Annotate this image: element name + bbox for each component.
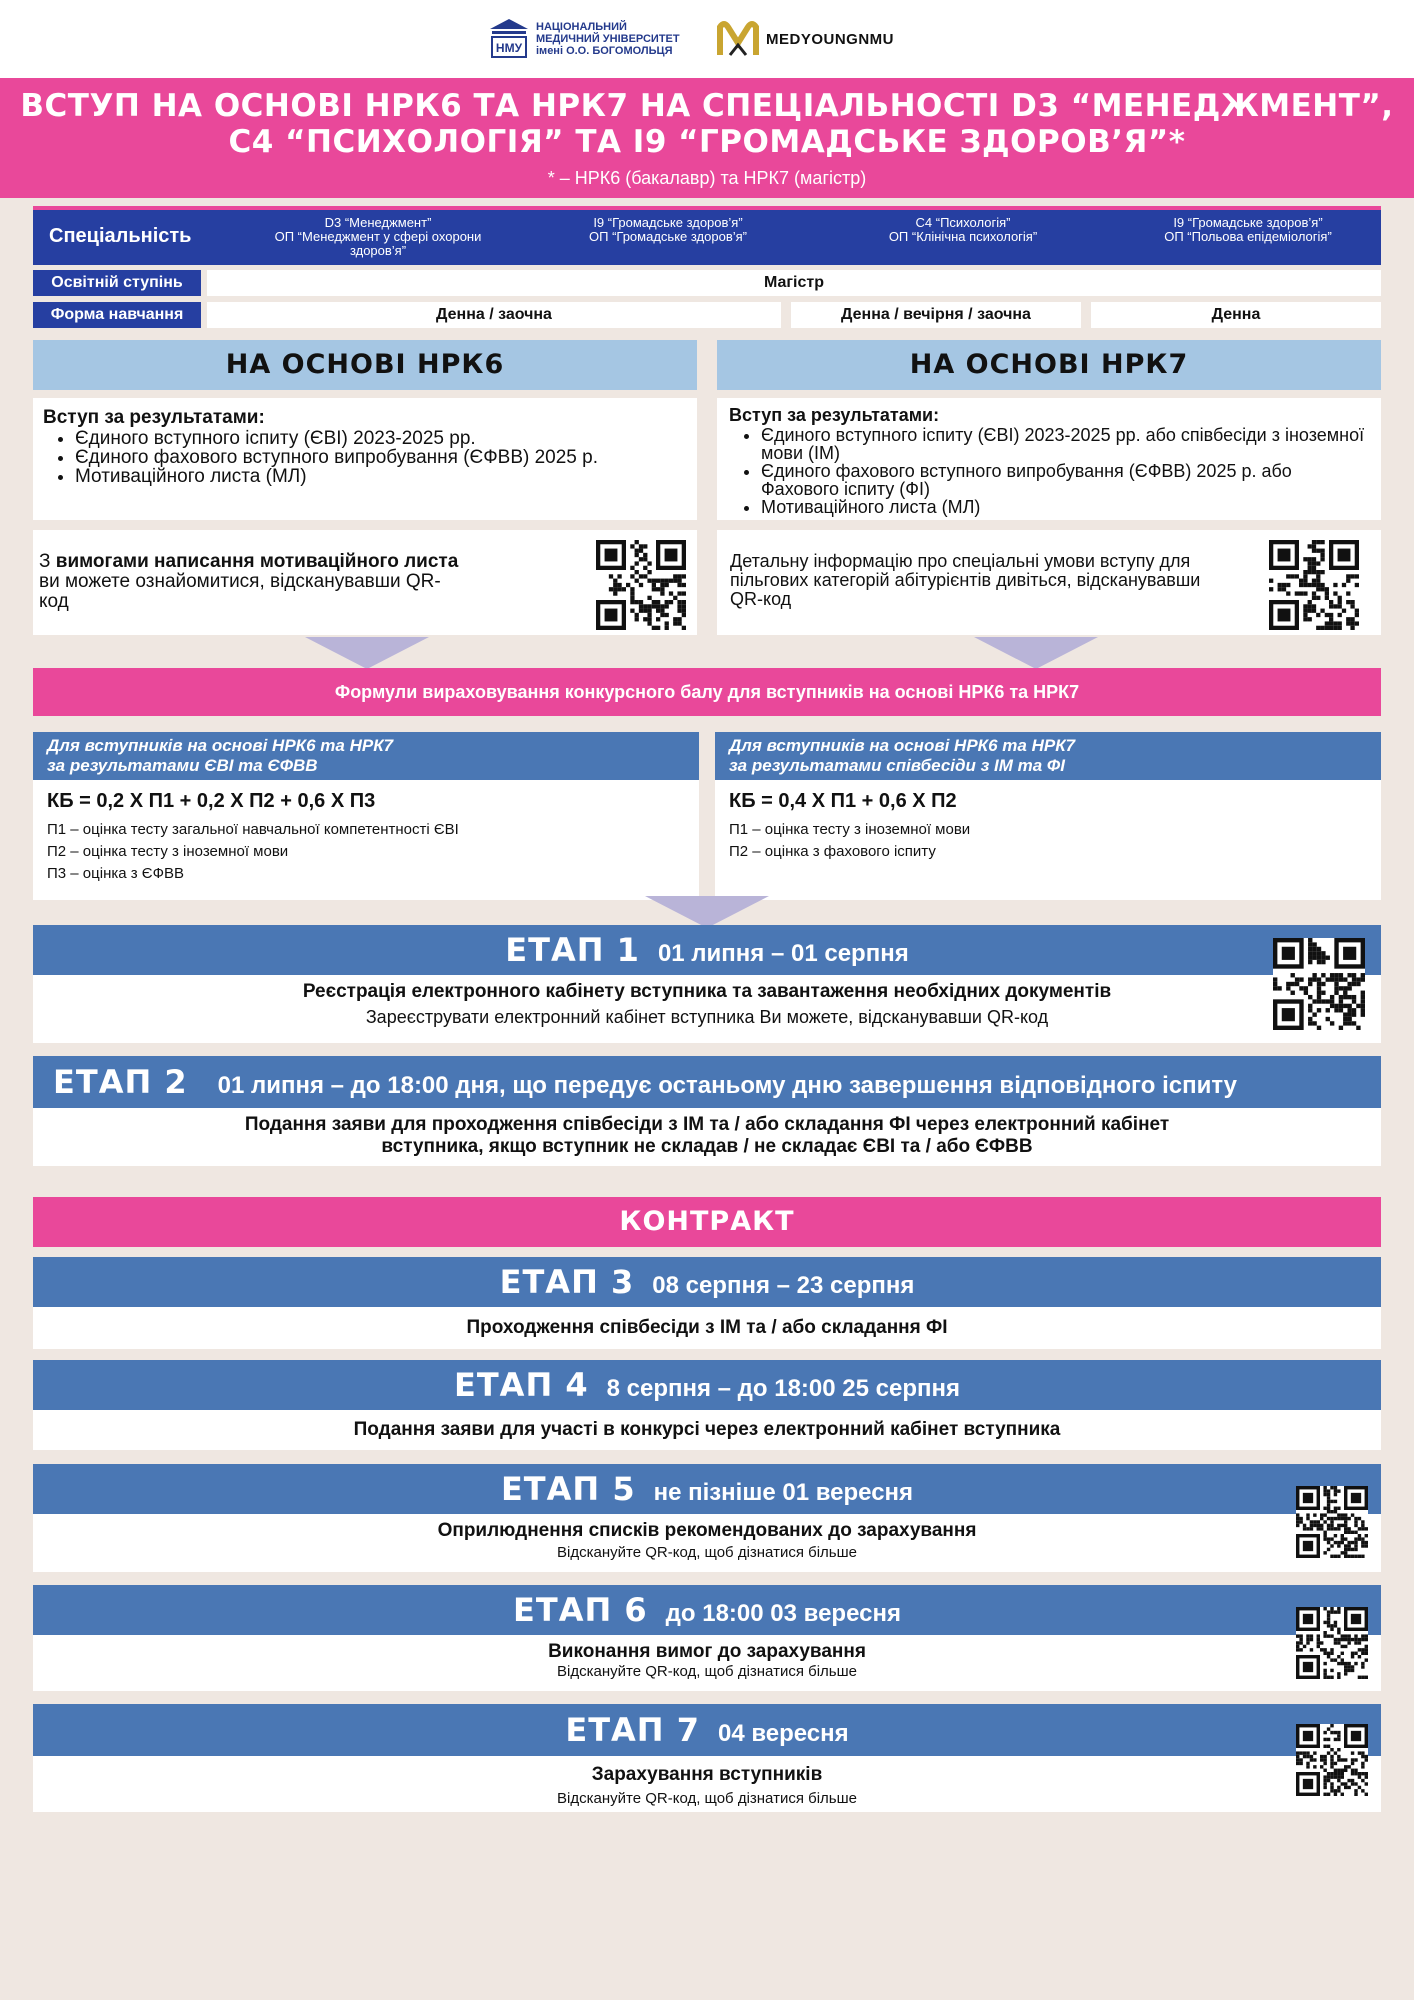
formula-band: Формули вираховування конкурсного балу для вступників на основі НРК6 та НРК7 [33,668,1381,716]
specialty-label: Спеціальність [49,225,192,247]
stage-2-header [33,1056,1381,1108]
stage-6-name: ЕТАП 6 [513,1591,648,1629]
stage-5-header [33,1464,1381,1514]
title-line2: С4 “ПСИХОЛОГІЯ” ТА I9 “ГРОМАДСЬКЕ ЗДОРОВ’Я”* [228,124,1186,160]
stage-6-sub: Відскануйте QR-код, щоб дізнатися більше [557,1663,857,1680]
nrk7-qr-text: Детальну інформацію про спеціальні умови вступу для пільгових категорій абітурієнтів дивіться, відсканувавши QR-код [730,551,1201,609]
nrk7-item: • Мотиваційного листа (МЛ) [761,498,1371,516]
formula-left-line: П3 – оцінка з ЄФВВ [47,865,184,882]
stage-4-body [33,1410,1381,1450]
stage-6-date: до 18:00 03 вересня [665,1600,901,1627]
specialty-3: С4 “Психологія” ОП “Клінічна психологія” [888,215,1038,244]
stage-1-header [33,925,1381,975]
qr-code-icon[interactable] [1273,938,1365,1030]
nrk6-item: • Мотиваційного листа (МЛ) [75,467,687,486]
nrk7-item: • Єдиного фахового вступного випробування (ЄФВВ) 2025 р. або Фахового іспиту (ФІ) [761,462,1371,498]
qr-code-icon[interactable] [1296,1486,1368,1558]
formula-left-line: П2 – оцінка тесту з іноземної мови [47,843,289,860]
nmu-line2: МЕДИЧНИЙ УНІВЕРСИТЕТ [536,33,680,45]
stage-3-body [33,1307,1381,1349]
nrk6-intro: Вступ за результатами: [43,407,265,428]
qr-code-icon[interactable] [1296,1607,1368,1679]
qr-code-icon[interactable] [596,540,686,630]
stage-5-date: не пізніше 01 вересня [653,1479,914,1506]
medyoung-logo [716,16,894,62]
stage-3-date: 08 серпня – 23 серпня [652,1272,915,1299]
stage-3-name: ЕТАП 3 [499,1263,635,1301]
stage-6-header [33,1585,1381,1635]
university-logo-icon [488,17,530,61]
stage-7-name: ЕТАП 7 [565,1711,700,1749]
formula-left-expression: КБ = 0,2 Х П1 + 0,2 Х П2 + 0,6 Х П3 [47,790,376,812]
degree-value: Магістр [207,270,1381,296]
medyoung-logo-icon [716,19,760,59]
nmu-line3: імені О.О. БОГОМОЛЬЦЯ [536,45,673,57]
stage-1-date: 01 липня – 01 серпня [657,940,909,967]
nrk7-item: • Єдиного вступного іспиту (ЄВІ) 2023-2025 рр. або співбесіди з іноземної мови (ІМ) [761,426,1371,462]
title-line1: ВСТУП НА ОСНОВІ НРК6 ТА НРК7 НА СПЕЦІАЛЬНОСТІ D3 “МЕНЕДЖМЕНТ”, [20,88,1394,124]
formula-left [33,732,699,900]
stage-1-name: ЕТАП 1 [505,931,640,969]
arrow-down-icon [645,896,769,928]
qr-code-icon[interactable] [1296,1724,1368,1796]
formula-right-expression: КБ = 0,4 Х П1 + 0,6 Х П2 [729,790,957,812]
formula-left-head: Для вступників на основі НРК6 та НРК7 [47,736,394,755]
nrk6-item: • Єдиного вступного іспиту (ЄВІ) 2023-2025 рр. [75,429,687,448]
stage-7-header [33,1704,1381,1756]
stage-3-header [33,1257,1381,1307]
stage-7-sub: Відскануйте QR-код, щоб дізнатися більше [557,1790,857,1807]
nrk7-requirements [717,398,1381,520]
formula-right-line: П2 – оцінка з фахового іспиту [729,843,936,860]
partner-name: MEDYOUNGNMU [766,30,894,48]
stage-2-body [33,1108,1381,1166]
stage-7-body [33,1756,1381,1812]
formula-left-line: П1 – оцінка тесту загальної навчальної компетентності ЄВІ [47,821,459,838]
stage-6-body [33,1635,1381,1691]
nrk7-heading: НА ОСНОВІ НРК7 [717,340,1381,390]
nrk7-qr-box [717,530,1381,635]
form-label: Форма навчання [33,302,201,328]
contract-band: КОНТРАКТ [33,1197,1381,1247]
nrk6-item: • Єдиного фахового вступного випробування (ЄФВВ) 2025 р. [75,448,687,467]
specialty-2: I9 “Громадське здоров’я” ОП “Громадське здоров’я” [589,215,747,244]
specialty-row [33,210,1381,265]
nrk7-intro: Вступ за результатами: [729,405,940,425]
stage-4-date: 8 серпня – до 18:00 25 серпня [606,1375,961,1402]
stage-1-main: Реєстрація електронного кабінету вступника та завантаження необхідних документів [302,981,1112,1002]
stage-7-main: Зарахування вступників [591,1764,823,1785]
nmu-line1: НАЦІОНАЛЬНИЙ [536,21,627,33]
stage-1-body [33,975,1381,1043]
stage-3-main: Проходження співбесіди з ІМ та / або складання ФІ [466,1317,948,1338]
nrk6-qr-text: З вимогами написання мотиваційного листа ви можете ознайомитися, відсканувавши QR-код [39,551,459,612]
nmu-logo [488,16,680,62]
specialty-4: I9 “Громадське здоров’я” ОП “Польова епідеміологія” [1164,215,1332,244]
formula-right-head: Для вступників на основі НРК6 та НРК7 [729,736,1076,755]
stage-5-sub: Відскануйте QR-код, щоб дізнатися більше [557,1544,857,1561]
specialty-1: D3 “Менеджмент” ОП “Менеджмент у сфері охорони здоров’я” [274,215,482,258]
stage-2-date: 01 липня – до 18:00 дня, що передує останьому дню завершення відповідного іспиту [217,1072,1238,1099]
nrk6-heading: НА ОСНОВІ НРК6 [33,340,697,390]
formula-left-subhead: за результатами ЄВІ та ЄФВВ [47,756,318,775]
stage-4-main: Подання заяви для участі в конкурсі через електронний кабінет вступника [353,1419,1061,1440]
qr-code-icon[interactable] [1269,540,1359,630]
form-value-1: Денна / заочна [207,302,781,328]
stage-2-main: Подання заяви для проходження співбесіди з ІМ та / або складання ФІ через електронний кабінет вступника, якщо вступник не складав / не складає ЄВІ та / або ЄФВВ [244,1114,1170,1157]
stage-5-name: ЕТАП 5 [500,1470,636,1508]
stage-2-name: ЕТАП 2 [53,1063,188,1101]
stage-5-main: Оприлюднення списків рекомендованих до зарахування [437,1520,977,1541]
form-value-2: Денна / вечірня / заочна [791,302,1081,328]
degree-label: Освітній ступінь [33,270,201,296]
title-footnote: * – НРК6 (бакалавр) та НРК7 (магістр) [547,168,867,188]
formula-right-line: П1 – оцінка тесту з іноземної мови [729,821,971,838]
formula-right-subhead: за результатами співбесіди з ІМ та ФІ [729,756,1065,775]
nrk6-requirements [33,398,697,520]
stage-7-date: 04 вересня [717,1720,849,1747]
arrow-down-icon [974,637,1098,669]
nrk6-qr-box [33,530,697,635]
stage-6-main: Виконання вимог до зарахування [548,1641,866,1662]
stage-1-sub: Зареєструвати електронний кабінет вступника Ви можете, відсканувавши QR-код [365,1007,1049,1027]
title-band [0,78,1414,198]
stage-4-header [33,1360,1381,1410]
arrow-down-icon [305,637,429,669]
form-value-3: Денна [1091,302,1381,328]
top-header [0,0,1414,78]
stage-5-body [33,1514,1381,1572]
nmu-abbr: НМУ [495,41,523,55]
formula-right [715,732,1381,900]
stage-4-name: ЕТАП 4 [453,1366,589,1404]
